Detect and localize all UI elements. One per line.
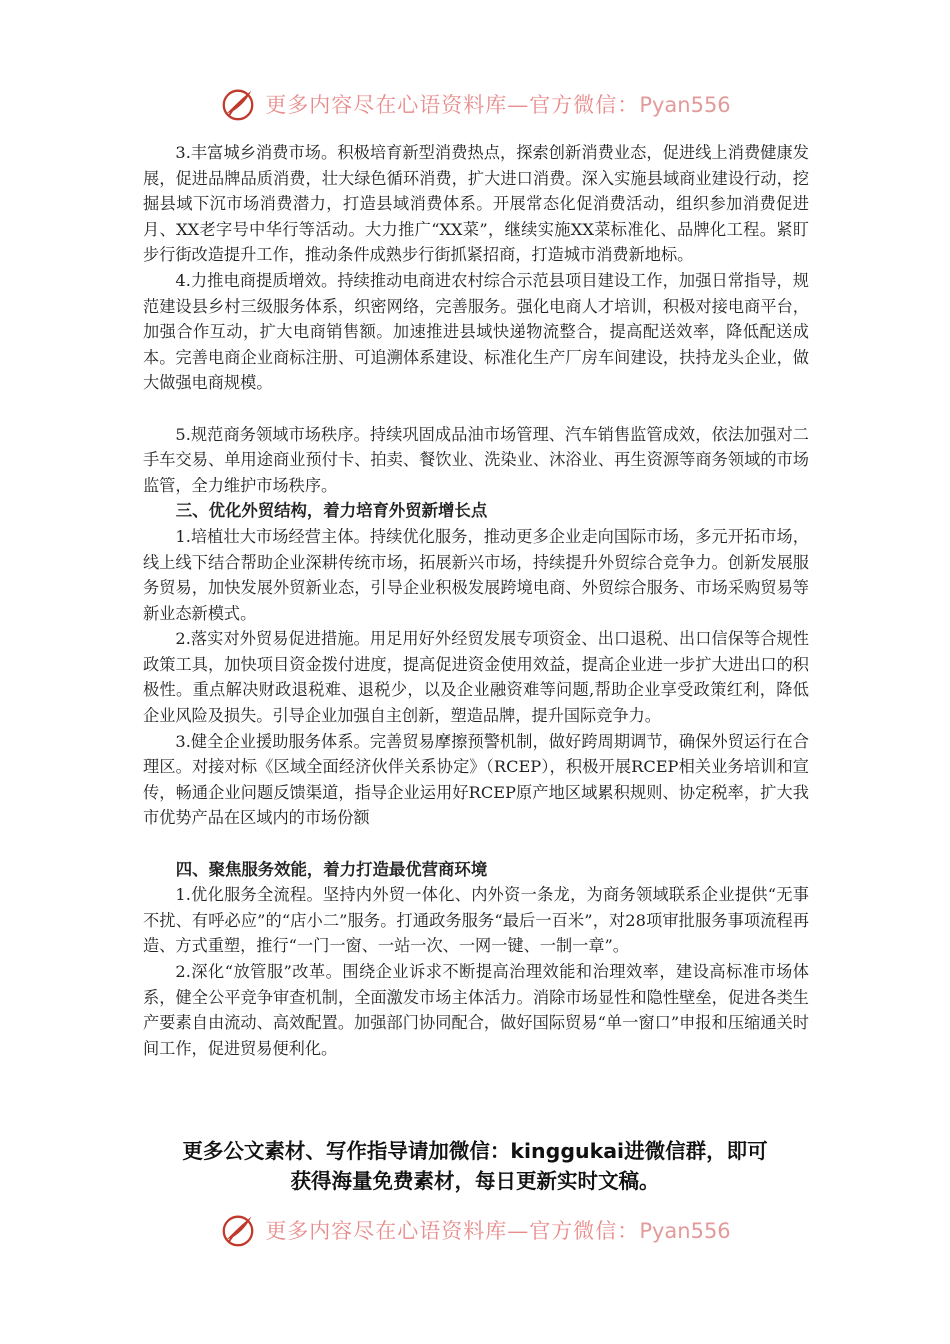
paragraph-ecommerce: 4.力推电商提质增效。持续推动电商进农村综合示范县项目建设工作，加强日常指导，规范建设县乡村三级服务体系，织密网络，完善服务。强化电商人才培训，积极对接电商平台，加强合作互动，扩大电商销售额。加速推进县域快递物流整合，提高配送效率，降低配送成本。完善电商企业商标注册、可追溯体系建设、标准化生产厂房车间建设，扶持龙头企业，做大做强电商规模。 [143, 270, 809, 393]
paragraph-consumption: 3.丰富城乡消费市场。积极培育新型消费热点，探索创新消费业态，促进线上消费健康发展，促进品牌品质消费，壮大绿色循环消费，扩大进口消费。深入实施县域商业建设行动，挖掘县域下沉市场消费潜力，打造县域消费体系。开展常态化促消费活动，组织参加消费促进月、XX老字号中华行等活动。大力推广“XX菜”，继续实施XX菜标准化、品牌化工程。紧盯步行街改造提升工作，推动条件成熟步行街抓紧招商，打造城市消费新地标。 [143, 143, 809, 265]
banner-text: 更多内容尽在心语资料库—官方微信：Pyan556 [265, 1219, 731, 1243]
header-banner [0, 82, 950, 126]
quill-logo-icon [219, 85, 257, 123]
promo-line-1: 更多公文素材、写作指导请加微信：kinggukai进微信群，即可 [182, 1139, 768, 1163]
paragraph-market-entities: 1.培植壮大市场经营主体。持续优化服务，推动更多企业走向国际市场，多元开拓市场，线上线下结合帮助企业深耕传统市场，拓展新兴市场，持续提升外贸综合竞争力。创新发展服务贸易，加快发展外贸新业态，引导企业积极发展跨境电商、外贸综合服务、市场采购贸易等新业态新模式。 [143, 526, 809, 623]
banner-wechat-id: Pyan556 [639, 1219, 731, 1243]
promo-text [120, 1136, 830, 1196]
document-body [143, 140, 809, 1061]
promo-line-2: 获得海量免费素材，每日更新实时文稿。 [290, 1169, 660, 1193]
section-heading-3: 三、优化外贸结构，着力培育外贸新增长点 [175, 501, 488, 521]
paragraph-assistance-system: 3.健全企业援助服务体系。完善贸易摩擦预警机制，做好跨周期调节，确保外贸运行在合理区。对接对标《区域全面经济伙伴关系协定》（RCEP），积极开展RCEP相关业务培训和宣传，畅通企业问题反馈渠道，指导企业运用好RCEP原产地区域累积规则、协定税率，扩大我市优势产品在区域内的市场份额 [143, 731, 809, 828]
banner-wechat-id: Pyan556 [639, 93, 731, 117]
section-heading-4: 四、聚焦服务效能，着力打造最优营商环境 [175, 859, 488, 879]
paragraph-trade-measures: 2.落实对外贸易促进措施。用足用好外经贸发展专项资金、出口退税、出口信保等合规性政策工具，加快项目资金拨付进度，提高促进资金使用效益，提高企业进一步扩大进出口的积极性。重点解决财政退税难、退税少，以及企业融资难等问题,帮助企业享受政策红利，降低企业风险及损失。引导企业加强自主创新，塑造品牌，提升国际竞争力。 [143, 629, 809, 726]
quill-logo-icon [219, 1211, 257, 1249]
banner-text: 更多内容尽在心语资料库—官方微信：Pyan556 [265, 93, 731, 117]
paragraph-service-process: 1.优化服务全流程。坚持内外贸一体化、内外资一条龙，为商务领域联系企业提供“无事不扰、有呼必应”的“店小二”服务。打通政务服务“最后一百米”，对28项审批服务事项流程再造、方式重塑，推行“一门一窗、一站一次、一网一键、一制一章”。 [143, 885, 809, 956]
paragraph-market-order: 5.规范商务领域市场秩序。持续巩固成品油市场管理、汽车销售监管成效，依法加强对二手车交易、单用途商业预付卡、拍卖、餐饮业、洗染业、沐浴业、再生资源等商务领域的市场监管，全力维护市场秩序。 [143, 424, 809, 495]
paragraph-reform: 2.深化“放管服”改革。围绕企业诉求不断提高治理效能和治理效率，建设高标准市场体系，健全公平竞争审查机制，全面激发市场主体活力。消除市场显性和隐性壁垒，促进各类生产要素自由流动、高效配置。加强部门协同配合，做好国际贸易“单一窗口”申报和压缩通关时间工作，促进贸易便利化。 [143, 962, 809, 1058]
footer-banner [0, 1208, 950, 1252]
